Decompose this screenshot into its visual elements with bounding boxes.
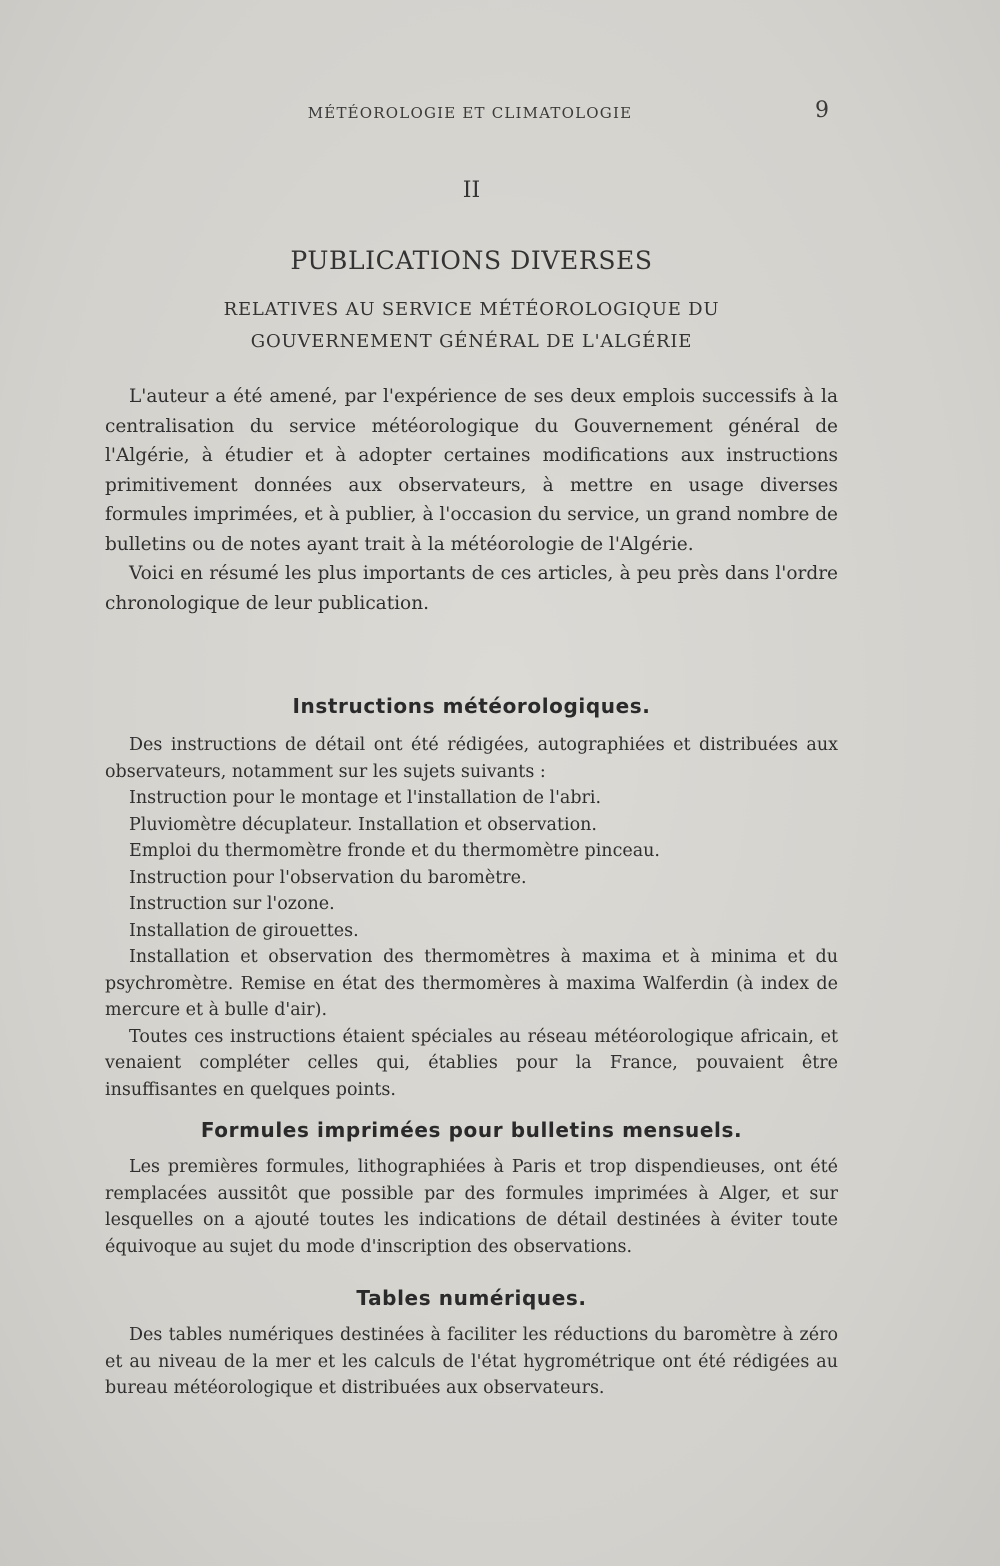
- section-numeral: II: [462, 178, 481, 203]
- instructions-closing: Toutes ces instructions étaient spéciales au réseau météorologique africain, et venaient compléter celles qui, établies pour la France, pouvaient être insuffisantes en quelques points.: [105, 1026, 838, 1100]
- running-head: [0, 98, 1000, 130]
- instructions-lead: Des instructions de détail ont été rédigées, autographiées et distribuées aux observateurs, notamment sur les sujets suivants :: [105, 735, 838, 782]
- instruction-item: Installation de girouettes.: [129, 920, 359, 941]
- page-number: 9: [815, 98, 829, 123]
- instruction-item: Pluviomètre décuplateur. Installation et observation.: [129, 814, 597, 835]
- tables-paragraph: Des tables numériques destinées à faciliter les réductions du baromètre à zéro et au niveau de la mer et les calculs de l'état hygrométrique ont été rédigées au bureau météorologique et distribuées aux observateurs.: [105, 1325, 838, 1398]
- section-subtitle: [105, 294, 838, 358]
- section-title: PUBLICATIONS DIVERSES: [290, 246, 653, 275]
- tables-text: [105, 1322, 838, 1402]
- instruction-item: Emploi du thermomètre fronde et du thermomètre pinceau.: [129, 841, 660, 861]
- heading-instructions: Instructions météorologiques.: [292, 694, 651, 718]
- intro-paragraph-2: Voici en résumé les plus importants de ces articles, à peu près dans l'ordre chronologique de leur publication.: [105, 563, 838, 614]
- instruction-item: Instruction pour l'observation du baromètre.: [129, 867, 527, 888]
- instruction-item: Installation et observation des thermomètres à maxima et à minima et du psychromètre. Remise en état des thermomères à maxima Walferdin (à index de mercure et à bulle d'air).: [105, 947, 838, 1020]
- instructions-text: [105, 732, 838, 1103]
- formules-paragraph: Les premières formules, lithographiées à Paris et trop dispendieuses, ont été remplacées aussitôt que possible par des formules imprimées à Alger, et sur lesquelles on a ajouté toutes les indications de détail destinées à éviter toute équivoque au sujet du mode d'inscription des observations.: [105, 1157, 838, 1257]
- instruction-item: Instruction sur l'ozone.: [129, 894, 335, 914]
- formules-text: [105, 1154, 838, 1260]
- instruction-item: Instruction pour le montage et l'installation de l'abri.: [129, 788, 602, 808]
- intro-paragraph-1: L'auteur a été amené, par l'expérience de ses deux emplois successifs à la centralisation du service météorologique du Gouvernement général de l'Algérie, à étudier et à adopter certaines modifications aux instructions primitivement données aux observateurs, à mettre en usage diverses formules imprimées, et à publier, à l'occasion du service, un grand nombre de bulletins ou de notes ayant trait à la météorologie de l'Algérie.: [105, 386, 838, 555]
- heading-formules: Formules imprimées pour bulletins mensuels.: [200, 1118, 743, 1142]
- running-head-title: MÉTÉOROLOGIE ET CLIMATOLOGIE: [307, 104, 633, 122]
- section-subtitle-line-2: GOUVERNEMENT GÉNÉRAL DE L'ALGÉRIE: [250, 331, 693, 352]
- intro-text: [105, 382, 838, 618]
- section-subtitle-line-1: RELATIVES AU SERVICE MÉTÉOROLOGIQUE DU: [223, 299, 720, 320]
- heading-tables: Tables numériques.: [356, 1286, 587, 1310]
